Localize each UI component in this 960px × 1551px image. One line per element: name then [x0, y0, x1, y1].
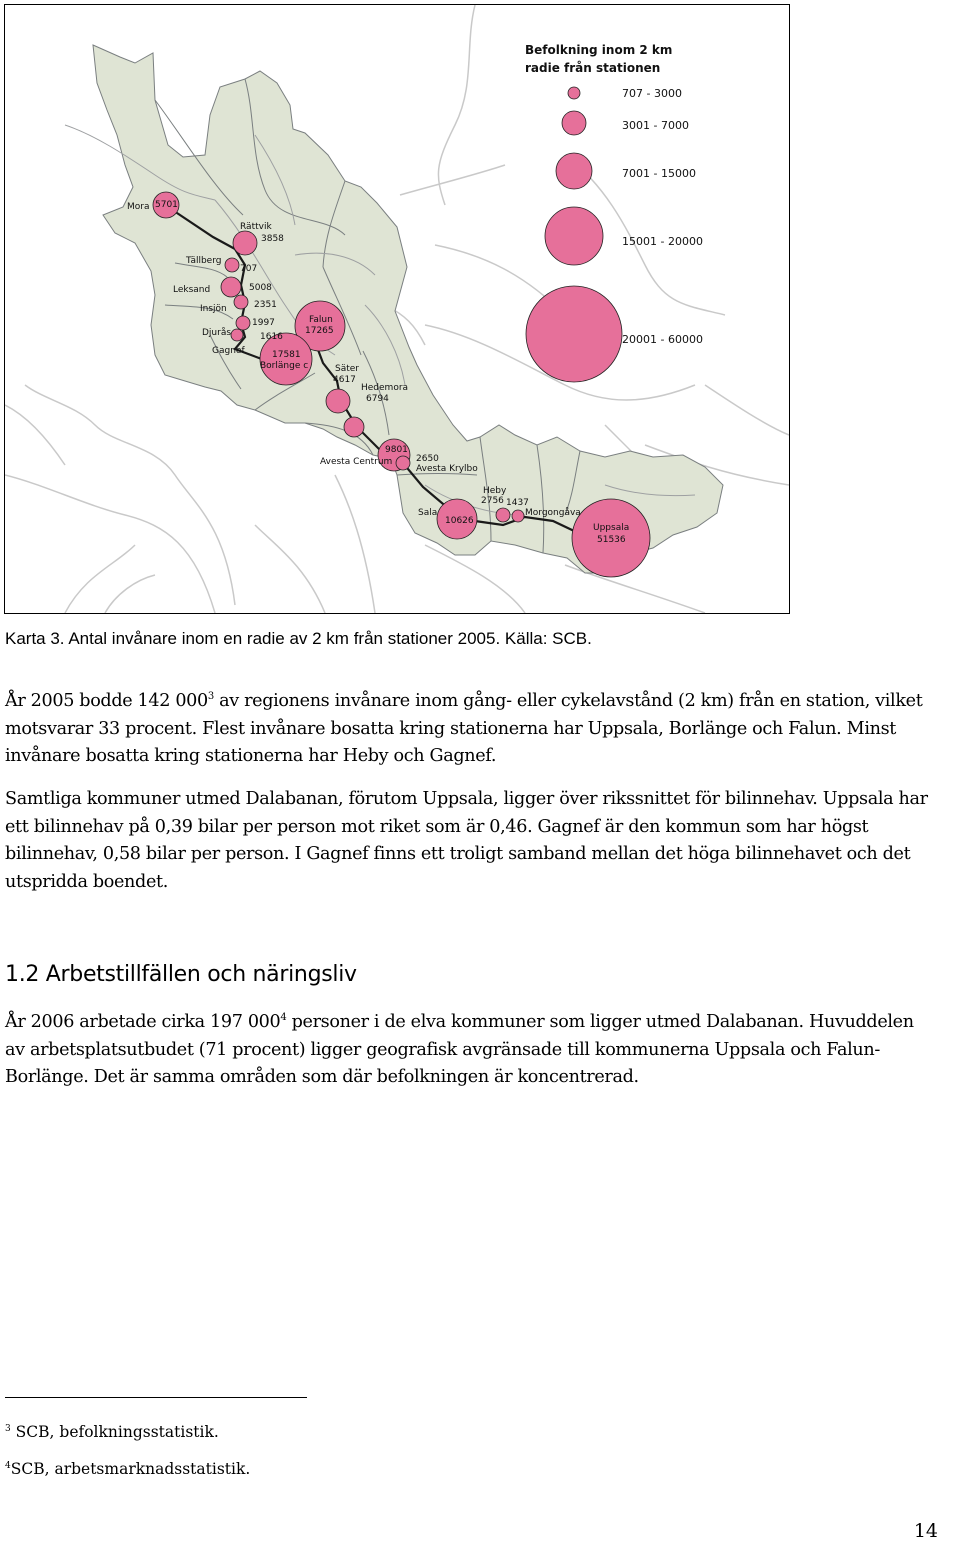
bubble-sater — [326, 389, 350, 413]
bubble-heby — [496, 508, 510, 522]
value-avesta-krylbo: 2650 — [416, 454, 439, 464]
label-uppsala: Uppsala — [593, 523, 630, 533]
value-avesta-centrum: 9801 — [385, 445, 408, 455]
legend-label-2: 3001 - 7000 — [622, 119, 689, 132]
legend-bubble-1 — [568, 87, 580, 99]
bubble-gagnef — [231, 329, 243, 341]
footnote-divider — [5, 1397, 307, 1398]
bubble-leksand — [221, 277, 241, 297]
value-heby: 2756 — [481, 496, 504, 506]
label-falun: Falun — [309, 315, 333, 325]
footnote-3 — [5, 1422, 219, 1442]
bubble-morgongava — [512, 510, 524, 522]
bubble-insjon — [234, 295, 248, 309]
label-djura: Djurås — [202, 328, 232, 338]
page-number: 14 — [913, 1520, 938, 1542]
value-djura: 1997 — [252, 318, 275, 328]
paragraph-population-start: År 2005 bodde 142 000 — [5, 691, 208, 711]
label-insjon: Insjön — [200, 304, 227, 314]
legend-title-line2: radie från stationen — [525, 61, 661, 75]
label-borlange: Borlänge c — [260, 361, 309, 371]
label-rattvik: Rättvik — [240, 222, 272, 232]
map-legend — [525, 43, 703, 382]
bubble-djura — [236, 316, 250, 330]
value-hedemora: 6794 — [366, 394, 389, 404]
section-heading: 1.2 Arbetstillfällen och näringsliv — [5, 962, 357, 987]
bubble-tallberg — [225, 258, 239, 272]
footnote-ref-3[interactable]: 3 — [207, 691, 214, 702]
map-caption: Karta 3. Antal invånare inom en radie av 2 km från stationer 2005. Källa: SCB. — [5, 629, 592, 648]
value-tallberg: 707 — [240, 264, 258, 274]
value-gagnef: 1616 — [260, 332, 283, 342]
value-rattvik: 3858 — [261, 234, 284, 244]
bubble-hedemora — [344, 417, 364, 437]
paragraph-population-rest: av regionens invånare inom gång- eller cykelavstånd (2 km) från en station, vilket motsvarar 33 procent. Flest invånare bosatta kring stationerna har Uppsala, Borlänge och Falun. Minst invånare bosatta kring stationerna har Heby och Gagnef. — [5, 691, 923, 766]
value-falun: 17265 — [305, 326, 334, 336]
paragraph-employment-start: År 2006 arbetade cirka 197 000 — [5, 1012, 281, 1032]
legend-label-4: 15001 - 20000 — [622, 235, 703, 248]
bubble-avesta-krylbo — [396, 456, 410, 470]
legend-label-5: 20001 - 60000 — [622, 333, 703, 346]
population-map — [4, 4, 790, 614]
footnote-3-text: SCB, befolkningsstatistik. — [15, 1423, 219, 1441]
paragraph-car-ownership: Samtliga kommuner utmed Dalabanan, förutom Uppsala, ligger över rikssnittet för bilinnehav. Uppsala har ett bilinnehav på 0,39 bilar per person mot riket som är 0,46. Gagnef är den kommun som har högst bilinnehav, 0,58 bilar per person. I Gagnef finns ett troligt samband mellan det höga bilinnehavet och det utspridda boendet. — [5, 789, 928, 892]
legend-bubble-4 — [545, 207, 603, 265]
value-insjon: 2351 — [254, 300, 277, 310]
legend-bubble-3 — [556, 153, 592, 189]
value-sala: 10626 — [445, 516, 474, 526]
footnote-ref-4[interactable]: 4 — [280, 1012, 287, 1023]
label-mora: Mora — [127, 202, 150, 212]
label-sala: Sala — [418, 508, 438, 518]
footnote-4-number: 4 — [5, 1461, 11, 1471]
label-heby: Heby — [483, 486, 507, 496]
legend-bubble-5 — [526, 286, 622, 382]
bubble-rattvik — [233, 231, 257, 255]
label-tallberg: Tällberg — [186, 256, 222, 266]
footnote-4 — [5, 1459, 250, 1479]
label-avesta-centrum: Avesta Centrum — [320, 457, 393, 467]
label-avesta-krylbo: Avesta Krylbo — [416, 464, 478, 474]
footnote-4-text: SCB, arbetsmarknadsstatistik. — [10, 1460, 251, 1478]
paragraph-employment-rest: personer i de elva kommuner som ligger utmed Dalabanan. Huvuddelen av arbetsplatsutbudet (71 procent) ligger geografisk avgränsade till kommunerna Uppsala och Falun-Borlänge. Det är samma områden som där befolkningen är koncentrerad. — [5, 1012, 914, 1087]
legend-label-1: 707 - 3000 — [622, 87, 682, 100]
footnote-3-number: 3 — [5, 1424, 11, 1434]
value-mora: 5701 — [155, 200, 178, 210]
value-uppsala: 51536 — [597, 535, 626, 545]
label-gagnef: Gagnef — [212, 346, 245, 356]
label-hedemora: Hedemora — [361, 383, 409, 393]
value-sater: 4617 — [333, 375, 356, 385]
value-leksand: 5008 — [249, 283, 272, 293]
label-morgongava: Morgongåva — [525, 508, 581, 518]
label-leksand: Leksand — [173, 285, 211, 295]
paragraph-population — [5, 688, 935, 771]
value-borlange: 17581 — [272, 350, 301, 360]
legend-bubble-2 — [562, 111, 586, 135]
paragraph-employment — [5, 1009, 935, 1092]
legend-label-3: 7001 - 15000 — [622, 167, 696, 180]
label-sater: Säter — [335, 364, 359, 374]
value-morgongava: 1437 — [506, 498, 529, 508]
legend-title-line1: Befolkning inom 2 km — [525, 43, 673, 57]
